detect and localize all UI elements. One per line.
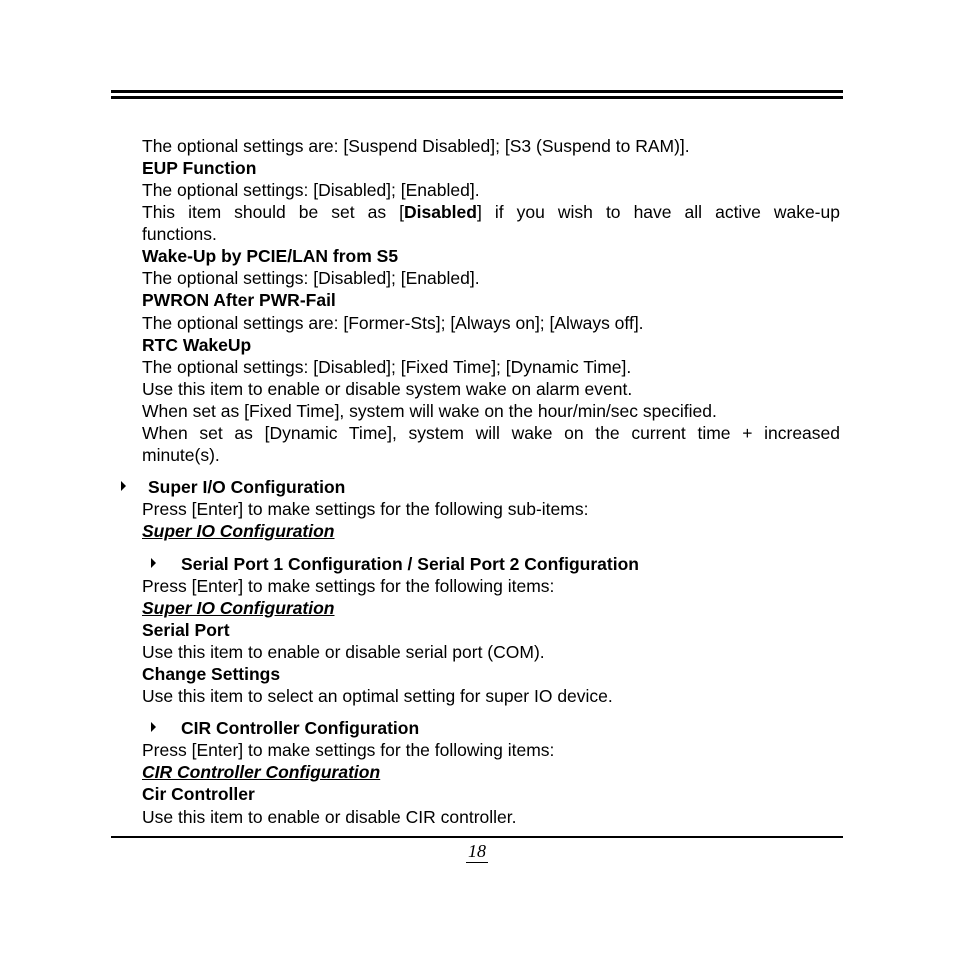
serial-port-description: Use this item to enable or disable serial port (COM). (142, 642, 545, 662)
change-settings-heading: Change Settings (142, 664, 281, 684)
change-settings-description: Use this item to select an optimal setting for super IO device. (142, 686, 613, 706)
disabled-emphasis: Disabled (404, 202, 477, 222)
rtc-description-3-cont: minute(s). (142, 445, 220, 465)
eup-description-cont: functions. (142, 224, 217, 244)
suspend-options-text: The optional settings are: [Suspend Disabled]; [S3 (Suspend to RAM)]. (142, 136, 690, 156)
rtc-description-2: When set as [Fixed Time], system will wake on the hour/min/sec specified. (142, 401, 717, 421)
rtc-description-3: When set as [Dynamic Time], system will wake on the current time + increased (142, 423, 840, 443)
wake-up-pcie-heading: Wake-Up by PCIE/LAN from S5 (142, 246, 399, 266)
serial-port-heading: Serial Port (142, 620, 230, 640)
eup-description: This item should be set as [Disabled] if you wish to have all active wake-up (142, 202, 840, 222)
super-io-description: Press [Enter] to make settings for the following sub-items: (142, 499, 589, 519)
rtc-description-1: Use this item to enable or disable system wake on alarm event. (142, 379, 633, 399)
cir-config-description: Press [Enter] to make settings for the following items: (142, 740, 555, 760)
header-rule-top (111, 90, 843, 93)
eup-options-text: The optional settings: [Disabled]; [Enabled]. (142, 180, 480, 200)
rtc-wakeup-heading: RTC WakeUp (142, 335, 252, 355)
pwron-heading: PWRON After PWR-Fail (142, 290, 336, 310)
super-io-link: Super IO Configuration (142, 521, 335, 541)
eup-function-heading: EUP Function (142, 158, 257, 178)
cir-controller-description: Use this item to enable or disable CIR controller. (142, 807, 517, 827)
cir-controller-heading: Cir Controller (142, 784, 255, 804)
page-number: 18 (468, 841, 486, 861)
header-rule-bottom (111, 96, 843, 99)
serial-super-io-link: Super IO Configuration (142, 598, 335, 618)
arrow-right-icon (151, 722, 156, 732)
pwron-options-text: The optional settings are: [Former-Sts]; [Always on]; [Always off]. (142, 313, 644, 333)
arrow-right-icon (121, 481, 126, 491)
serial-port-config-description: Press [Enter] to make settings for the following items: (142, 576, 555, 596)
footer-rule (111, 836, 843, 838)
cir-config-link: CIR Controller Configuration (142, 762, 381, 782)
wake-up-options-text: The optional settings: [Disabled]; [Enabled]. (142, 268, 480, 288)
cir-config-heading: CIR Controller Configuration (181, 718, 420, 738)
super-io-heading: Super I/O Configuration (148, 477, 346, 497)
arrow-right-icon (151, 558, 156, 568)
rtc-options-text: The optional settings: [Disabled]; [Fixed Time]; [Dynamic Time]. (142, 357, 632, 377)
serial-port-config-heading: Serial Port 1 Configuration / Serial Port 2 Configuration (181, 554, 639, 574)
